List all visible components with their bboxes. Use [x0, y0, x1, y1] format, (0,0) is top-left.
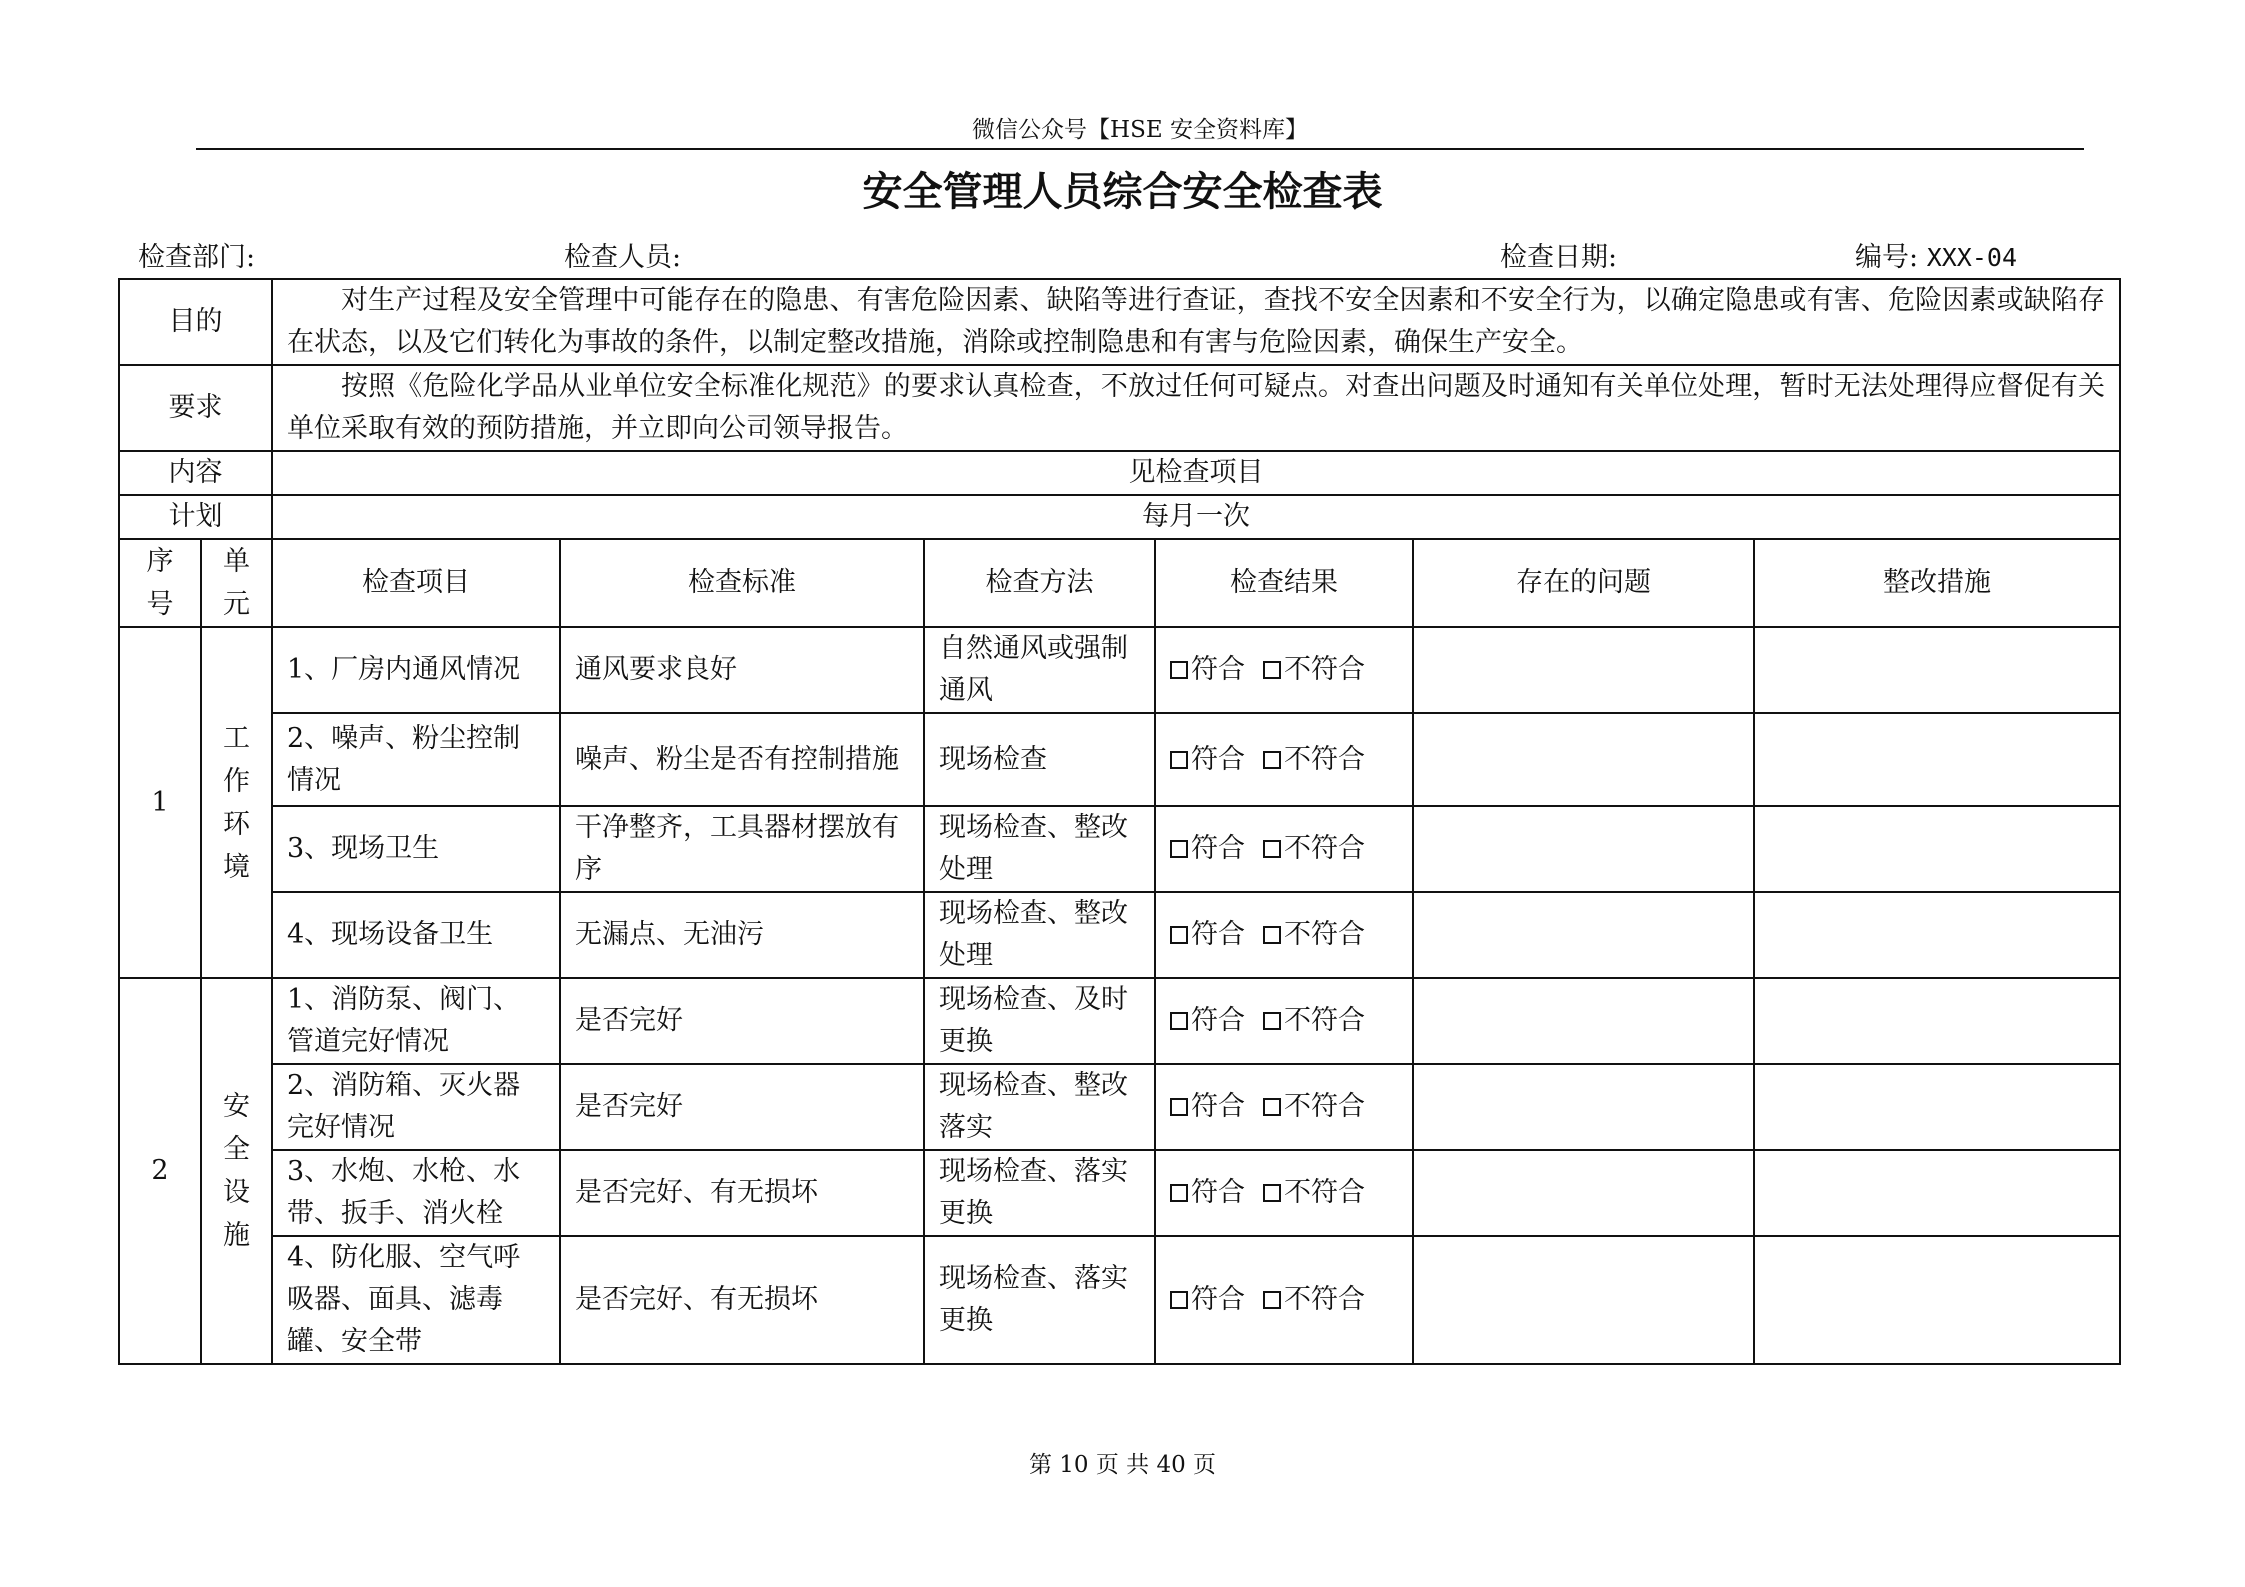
fail-label: 不符合 [1284, 1177, 1365, 1208]
content-text: 见检查项目 [272, 451, 2120, 495]
header-rule [196, 148, 2084, 150]
fail-label: 不符合 [1284, 654, 1365, 685]
check-standard: 无漏点、无油污 [560, 892, 924, 978]
fail-checkbox[interactable] [1263, 840, 1281, 858]
col-header-standard: 检查标准 [560, 539, 924, 627]
inspection-table [118, 278, 2121, 1365]
group-unit: 安 全 设 施 [201, 978, 272, 1364]
col-header-item: 检查项目 [272, 539, 560, 627]
table-row [119, 713, 2120, 806]
problem-cell[interactable] [1413, 1236, 1754, 1364]
pass-label: 符合 [1191, 1177, 1245, 1208]
table-row [119, 806, 2120, 892]
table-row [119, 1236, 2120, 1364]
table-row [119, 892, 2120, 978]
group-unit: 工 作 环 境 [201, 627, 272, 978]
check-method: 自然通风或强制通风 [924, 627, 1155, 713]
plan-label: 计划 [119, 495, 272, 539]
check-result [1155, 978, 1413, 1064]
requirement-row [119, 365, 2120, 451]
content-label: 内容 [119, 451, 272, 495]
col-header-problem: 存在的问题 [1413, 539, 1754, 627]
pass-label: 符合 [1191, 1284, 1245, 1315]
fail-checkbox[interactable] [1263, 926, 1281, 944]
pass-checkbox[interactable] [1170, 926, 1188, 944]
fail-checkbox[interactable] [1263, 661, 1281, 679]
col-header-measures: 整改措施 [1754, 539, 2120, 627]
problem-cell[interactable] [1413, 1064, 1754, 1150]
code-label: 编号: [1855, 242, 1919, 273]
check-result [1155, 713, 1413, 806]
fail-checkbox[interactable] [1263, 1291, 1281, 1309]
check-item: 3、现场卫生 [272, 806, 560, 892]
check-method: 现场检查 [924, 713, 1155, 806]
check-method: 现场检查、及时更换 [924, 978, 1155, 1064]
pass-checkbox[interactable] [1170, 1012, 1188, 1030]
check-method: 现场检查、整改处理 [924, 892, 1155, 978]
measures-cell[interactable] [1754, 892, 2120, 978]
check-standard: 噪声、粉尘是否有控制措施 [560, 713, 924, 806]
dept-label: 检查部门: [138, 242, 256, 273]
pass-label: 符合 [1191, 654, 1245, 685]
purpose-label: 目的 [119, 279, 272, 365]
check-standard: 是否完好 [560, 978, 924, 1064]
problem-cell[interactable] [1413, 627, 1754, 713]
col-header-seq: 序 号 [119, 539, 201, 627]
measures-cell[interactable] [1754, 713, 2120, 806]
date-label: 检查日期: [1500, 242, 1618, 273]
problem-cell[interactable] [1413, 713, 1754, 806]
pass-label: 符合 [1191, 833, 1245, 864]
fail-label: 不符合 [1284, 919, 1365, 950]
group-seq: 2 [119, 978, 201, 1364]
measures-cell[interactable] [1754, 1150, 2120, 1236]
measures-cell[interactable] [1754, 1236, 2120, 1364]
col-header-result: 检查结果 [1155, 539, 1413, 627]
fail-label: 不符合 [1284, 833, 1365, 864]
pass-checkbox[interactable] [1170, 751, 1188, 769]
fail-checkbox[interactable] [1263, 1012, 1281, 1030]
fail-label: 不符合 [1284, 743, 1365, 775]
check-method: 现场检查、整改处理 [924, 806, 1155, 892]
pass-label: 符合 [1191, 1091, 1245, 1122]
fail-checkbox[interactable] [1263, 1098, 1281, 1116]
measures-cell[interactable] [1754, 627, 2120, 713]
content-row [119, 451, 2120, 495]
pass-checkbox[interactable] [1170, 661, 1188, 679]
check-item: 3、水炮、水枪、水带、扳手、消火栓 [272, 1150, 560, 1236]
pass-checkbox[interactable] [1170, 1098, 1188, 1116]
check-method: 现场检查、落实更换 [924, 1236, 1155, 1364]
requirement-label: 要求 [119, 365, 272, 451]
table-row [119, 1150, 2120, 1236]
fail-label: 不符合 [1284, 1284, 1365, 1315]
column-header-row [119, 539, 2120, 627]
check-item: 2、噪声、粉尘控制情况 [272, 713, 560, 806]
plan-text: 每月一次 [272, 495, 2120, 539]
problem-cell[interactable] [1413, 978, 1754, 1064]
table-row [119, 1064, 2120, 1150]
pass-label: 符合 [1191, 743, 1245, 775]
requirement-text: 按照《危险化学品从业单位安全标准化规范》的要求认真检查，不放过任何可疑点。对查出问题及时通知有关单位处理，暂时无法处理得应督促有关单位采取有效的预防措施，并立即向公司领导报告。 [272, 365, 2120, 451]
check-result [1155, 806, 1413, 892]
purpose-row [119, 279, 2120, 365]
pass-label: 符合 [1191, 919, 1245, 950]
check-result [1155, 1064, 1413, 1150]
measures-cell[interactable] [1754, 1064, 2120, 1150]
col-header-method: 检查方法 [924, 539, 1155, 627]
pass-checkbox[interactable] [1170, 1291, 1188, 1309]
measures-cell[interactable] [1754, 978, 2120, 1064]
check-standard: 是否完好、有无损坏 [560, 1236, 924, 1364]
purpose-text: 对生产过程及安全管理中可能存在的隐患、有害危险因素、缺陷等进行查证，查找不安全因素和不安全行为，以确定隐患或有害、危险因素或缺陷存在状态，以及它们转化为事故的条件，以制定整改措施，消除或控制隐患和有害与危险因素，确保生产安全。 [272, 279, 2120, 365]
code-value: XXX-04 [1926, 243, 2018, 272]
inspector-label: 检查人员: [564, 242, 682, 273]
fail-label: 不符合 [1284, 1091, 1365, 1122]
fail-checkbox[interactable] [1263, 751, 1281, 769]
document-title: 安全管理人员综合安全检查表 [862, 168, 1383, 215]
pass-checkbox[interactable] [1170, 840, 1188, 858]
page-footer: 第 10 页 共 40 页 [1028, 1452, 1217, 1478]
check-standard: 是否完好、有无损坏 [560, 1150, 924, 1236]
check-item: 4、防化服、空气呼吸器、面具、滤毒罐、安全带 [272, 1236, 560, 1364]
check-standard: 通风要求良好 [560, 627, 924, 713]
check-method: 现场检查、落实更换 [924, 1150, 1155, 1236]
check-standard: 是否完好 [560, 1064, 924, 1150]
check-item: 4、现场设备卫生 [272, 892, 560, 978]
table-row [119, 978, 2120, 1064]
pass-checkbox[interactable] [1170, 1184, 1188, 1202]
check-result [1155, 1236, 1413, 1364]
problem-cell[interactable] [1413, 806, 1754, 892]
check-item: 2、消防箱、灭火器完好情况 [272, 1064, 560, 1150]
plan-row [119, 495, 2120, 539]
check-result [1155, 627, 1413, 713]
check-result [1155, 892, 1413, 978]
check-item: 1、消防泵、阀门、管道完好情况 [272, 978, 560, 1064]
check-result [1155, 1150, 1413, 1236]
page-header: 微信公众号【HSE 安全资料库】 [972, 117, 1308, 143]
code-field [1855, 238, 2017, 278]
col-header-unit: 单 元 [201, 539, 272, 627]
check-method: 现场检查、整改落实 [924, 1064, 1155, 1150]
problem-cell[interactable] [1413, 892, 1754, 978]
measures-cell[interactable] [1754, 806, 2120, 892]
table-row [119, 627, 2120, 713]
check-standard: 干净整齐，工具器材摆放有序 [560, 806, 924, 892]
pass-label: 符合 [1191, 1005, 1245, 1036]
fail-checkbox[interactable] [1263, 1184, 1281, 1202]
problem-cell[interactable] [1413, 1150, 1754, 1236]
check-item: 1、厂房内通风情况 [272, 627, 560, 713]
group-seq: 1 [119, 627, 201, 978]
fail-label: 不符合 [1284, 1005, 1365, 1036]
